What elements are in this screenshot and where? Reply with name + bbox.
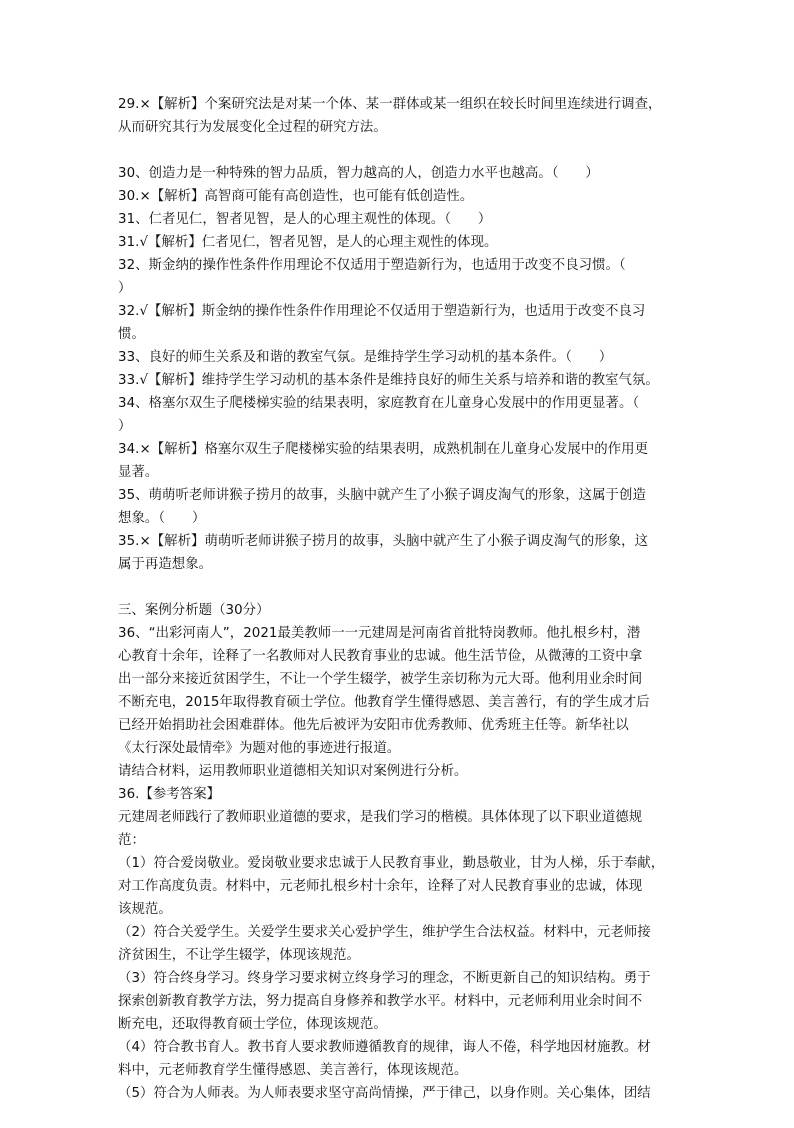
text-line: 已经开始捐助社会困难群体。他先后被评为安阳市优秀教师、优秀班主任等。新华社以 — [118, 718, 629, 733]
text-line: 30、创造力是一种特殊的智力品质，智力越高的人，创造力水平也越高。（ ） — [118, 166, 599, 181]
section-heading: 三、案例分析题（30分） — [118, 603, 270, 618]
text-line: 断充电，还取得教育硕士学位，体现该规范。 — [118, 1017, 387, 1032]
text-line: 济贫困生，不让学生辍学，体现该规范。 — [118, 948, 360, 963]
text-line: 35、萌萌听老师讲猴子捞月的故事，头脑中就产生了小猴子调皮淘气的形象，这属于创造 — [118, 488, 646, 503]
text-line: 30.×【解析】高智商可能有高创造性，也可能有低创造性。 — [118, 189, 474, 204]
text-line: 惯。 — [118, 327, 145, 342]
text-line: 请结合材料，运用教师职业道德相关知识对案例进行分析。 — [118, 764, 468, 779]
text-line: （2）符合关爱学生。关爱学生要求关心爱护学生，维护学生合法权益。材料中，元老师接 — [118, 925, 651, 940]
text-line: 34.×【解析】格塞尔双生子爬楼梯实验的结果表明，成熟机制在儿童身心发展中的作用更 — [118, 442, 649, 457]
text-line: 想象。（ ） — [118, 511, 206, 526]
text-line: 该规范。 — [118, 902, 172, 917]
text-line: 36.【参考答案】 — [118, 787, 221, 802]
text-line: 不断充电，2015年取得教育硕士学位。他教育学生懂得感恩、美言善行，有的学生成才后 — [118, 695, 650, 710]
text-line: 心教育十余年，诠释了一名教师对人民教育事业的忠诚。他生活节俭，从微薄的工资中拿 — [118, 649, 643, 664]
text-line — [118, 1105, 678, 1128]
text-line: 料中，元老师教育学生懂得感恩、美言善行，体现该规范。 — [118, 1063, 468, 1078]
text-line: （3）符合终身学习。终身学习要求树立终身学习的理念，不断更新自己的知识结构。勇于 — [118, 971, 651, 986]
text-line: ） — [118, 281, 132, 296]
text-line: 范： — [118, 833, 145, 848]
text-line: 33、良好的师生关系及和谐的教室气氛。是维持学生学习动机的基本条件。（ ） — [118, 350, 613, 365]
text-line: 探索创新教育教学方法，努力提高自身修养和教学水平。材料中，元老师利用业余时间不 — [118, 994, 643, 1009]
text-line: 34、格塞尔双生子爬楼梯实验的结果表明，家庭教育在儿童身心发展中的作用更显著。（ — [118, 396, 640, 411]
text-line: 从而研究其行为发展变化全过程的研究方法。 — [118, 120, 387, 135]
text-line: （5）符合为人师表。为人师表要求坚守高尚情操，严于律己，以身作则。关心集体，团结 — [118, 1086, 651, 1101]
text-line: 29.×【解析】个案研究法是对某一个体、某一群体或某一组织在较长时间里连续进行调查， — [118, 97, 662, 112]
text-line: 显著。 — [118, 465, 159, 480]
text-line: ） — [118, 419, 132, 434]
text-line: 31、仁者见仁，智者见智，是人的心理主观性的体现。（ ） — [118, 212, 492, 227]
text-line: 32.√【解析】斯金纳的操作性条件作用理论不仅适用于塑造新行为，也适用于改变不良习 — [118, 304, 646, 319]
text-line: 《太行深处最情牵》为题对他的事迹进行报道。 — [118, 741, 401, 756]
text-line: 元建周老师践行了教师职业道德的要求，是我们学习的楷模。具体体现了以下职业道德规 — [118, 810, 643, 825]
text-line: 32、斯金纳的操作性条件作用理论不仅适用于塑造新行为，也适用于改变不良习惯。（ — [118, 258, 626, 273]
text-line: 36、“出彩河南人”，2021最美教师一一元建周是河南省首批特岗教师。他扎根乡村，潜 — [118, 626, 641, 641]
text-line: （4）符合教书育人。教书育人要求教师遵循教育的规律，诲人不倦，科学地因材施教。材 — [118, 1040, 651, 1055]
document-body — [118, 93, 678, 1128]
text-line: （1）符合爱岗敬业。爱岗敬业要求忠诚于人民教育事业，勤恳敬业，甘为人梯，乐于奉献， — [118, 856, 665, 871]
text-line: 31.√【解析】仁者见仁，智者见智，是人的心理主观性的体现。 — [118, 235, 498, 250]
text-line: 33.√【解析】维持学生学习动机的基本条件是维持良好的师生关系与培养和谐的教室气氛。 — [118, 373, 659, 388]
text-line: 35.×【解析】萌萌听老师讲猴子捞月的故事，头脑中就产生了小猴子调皮淘气的形象，这 — [118, 534, 649, 549]
text-line: 出一部分来接近贫困学生，不让一个学生辍学，被学生亲切称为元大哥。他利用业余时间 — [118, 672, 643, 687]
text-line: 对工作高度负责。材料中，元老师扎根乡村十余年，诠释了对人民教育事业的忠诚，体现 — [118, 879, 643, 894]
blank-line — [118, 139, 678, 162]
text-line: 属于再造想象。 — [118, 557, 213, 572]
blank-line — [118, 576, 678, 599]
